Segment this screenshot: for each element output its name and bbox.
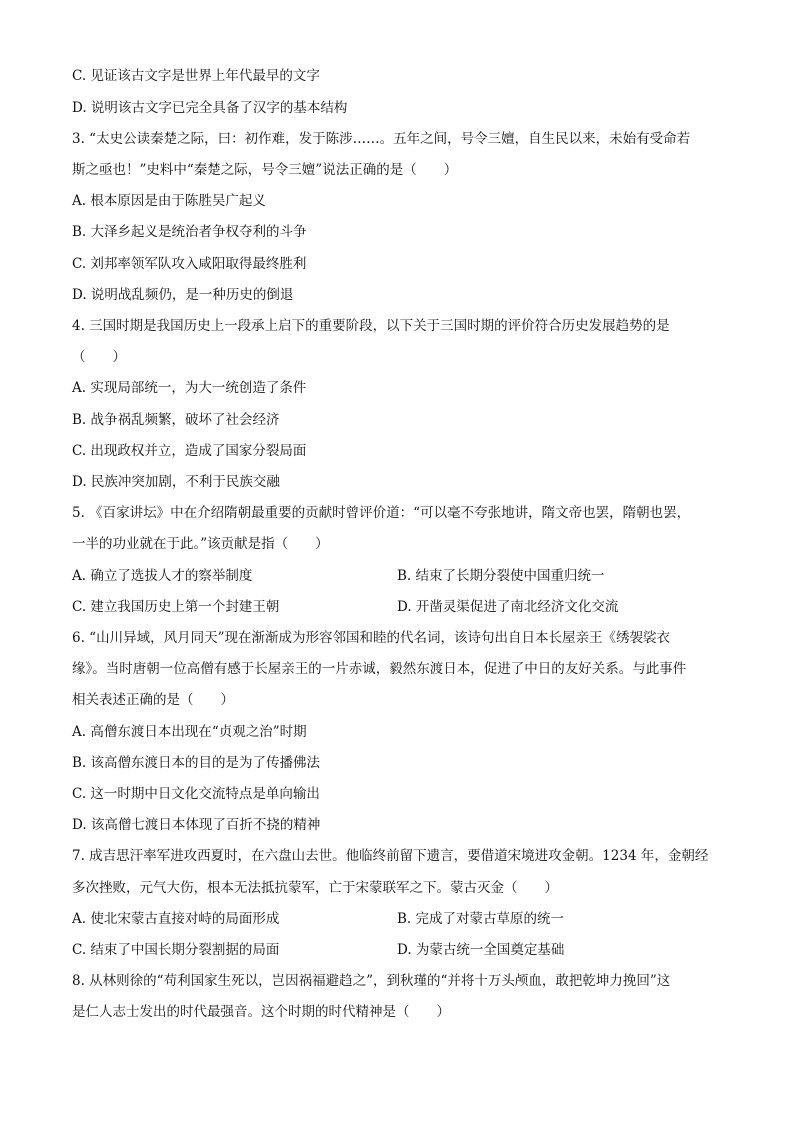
q3-stem-line1: 3. “太史公读秦楚之际，曰：初作难，发于陈涉……。五年之间，号令三嬗，自生民以来，未始有受命若 bbox=[72, 131, 691, 147]
q8-stem-line1: 8. 从林则徐的“苟利国家生死以，岂因祸福避趋之”，到秋瑾的“并将十万头颅血，敢把乾坤力挽回”这 bbox=[72, 973, 671, 989]
q3-option-a: A. 根本原因是由于陈胜吴广起义 bbox=[72, 193, 266, 209]
q5-stem-line1: 5. 《百家讲坛》中在介绍隋朝最重要的贡献时曾评价道：“可以毫不夸张地讲，隋文帝也罢，隋朝也罢， bbox=[72, 505, 691, 521]
q7-stem-line2: 多次挫败，元气大伤，根本无法抵抗蒙军，亡于宋蒙联军之下。蒙古灭金（ ） bbox=[72, 880, 558, 896]
q3-option-b: B. 大泽乡起义是统治者争权夺利的斗争 bbox=[72, 224, 307, 240]
q2-option-d: D. 说明该古文字已完全具备了汉字的基本结构 bbox=[72, 100, 348, 116]
q4-stem-line2: （ ） bbox=[72, 349, 126, 365]
q6-stem-line3: 相关表述正确的是（ ） bbox=[72, 692, 234, 708]
q5-option-d: D. 开凿灵渠促进了南北经济文化交流 bbox=[397, 599, 619, 615]
q6-stem-line2: 缘》。当时唐朝一位高僧有感于长屋亲王的一片赤诚，毅然东渡日本，促进了中日的友好关系。与此事件 bbox=[72, 661, 687, 677]
q4-option-b: B. 战争祸乱频繁，破坏了社会经济 bbox=[72, 412, 280, 428]
q4-stem-line1: 4. 三国时期是我国历史上一段承上启下的重要阶段，以下关于三国时期的评价符合历史发展趋势的是 bbox=[72, 318, 670, 334]
q7-option-c: C. 结束了中国长期分裂割据的局面 bbox=[72, 942, 280, 958]
q4-option-d: D. 民族冲突加剧，不利于民族交融 bbox=[72, 474, 280, 490]
q6-option-d: D. 该高僧七渡日本体现了百折不挠的精神 bbox=[72, 817, 321, 833]
q5-stem-line2: 一半的功业就在于此。”该贡献是指（ ） bbox=[72, 536, 329, 552]
q8-stem-line2: 是仁人志士发出的时代最强音。这个时期的时代精神是（ ） bbox=[72, 1004, 450, 1020]
q6-option-c: C. 这一时期中日文化交流特点是单向输出 bbox=[72, 786, 320, 802]
q6-option-b: B. 该高僧东渡日本的目的是为了传播佛法 bbox=[72, 755, 321, 771]
q5-option-b: B. 结束了长期分裂使中国重归统一 bbox=[397, 568, 605, 584]
q7-option-a: A. 使北宋蒙古直接对峙的局面形成 bbox=[72, 911, 280, 927]
q4-option-c: C. 出现政权并立，造成了国家分裂局面 bbox=[72, 443, 307, 459]
q4-option-a: A. 实现局部统一，为大一统创造了条件 bbox=[72, 380, 307, 396]
q5-option-a: A. 确立了选拔人才的察举制度 bbox=[72, 568, 253, 584]
q7-option-b: B. 完成了对蒙古草原的统一 bbox=[397, 911, 565, 927]
q2-option-c: C. 见证该古文字是世界上年代最早的文字 bbox=[72, 68, 320, 84]
q6-stem-line1: 6. “山川异域，风月同天”现在渐渐成为形容邻国和睦的代名词，该诗句出自日本长屋亲王《绣袈裟衣 bbox=[72, 630, 670, 646]
q3-stem-line2: 斯之亟也！”史料中“秦楚之际，号令三嬗”说法正确的是（ ） bbox=[72, 162, 458, 178]
q3-option-c: C. 刘邦率领军队攻入咸阳取得最终胜利 bbox=[72, 256, 307, 272]
q5-option-c: C. 建立我国历史上第一个封建王朝 bbox=[72, 599, 280, 615]
q6-option-a: A. 高僧东渡日本出现在“贞观之治”时期 bbox=[72, 724, 307, 740]
q7-option-d: D. 为蒙古统一全国奠定基础 bbox=[397, 942, 565, 958]
q7-stem-line1: 7. 成吉思汗率军进攻西夏时，在六盘山去世。他临终前留下遗言，要借道宋境进攻金朝。1234 年，金朝经 bbox=[72, 848, 709, 864]
q3-option-d: D. 说明战乱频仍，是一种历史的倒退 bbox=[72, 287, 294, 303]
